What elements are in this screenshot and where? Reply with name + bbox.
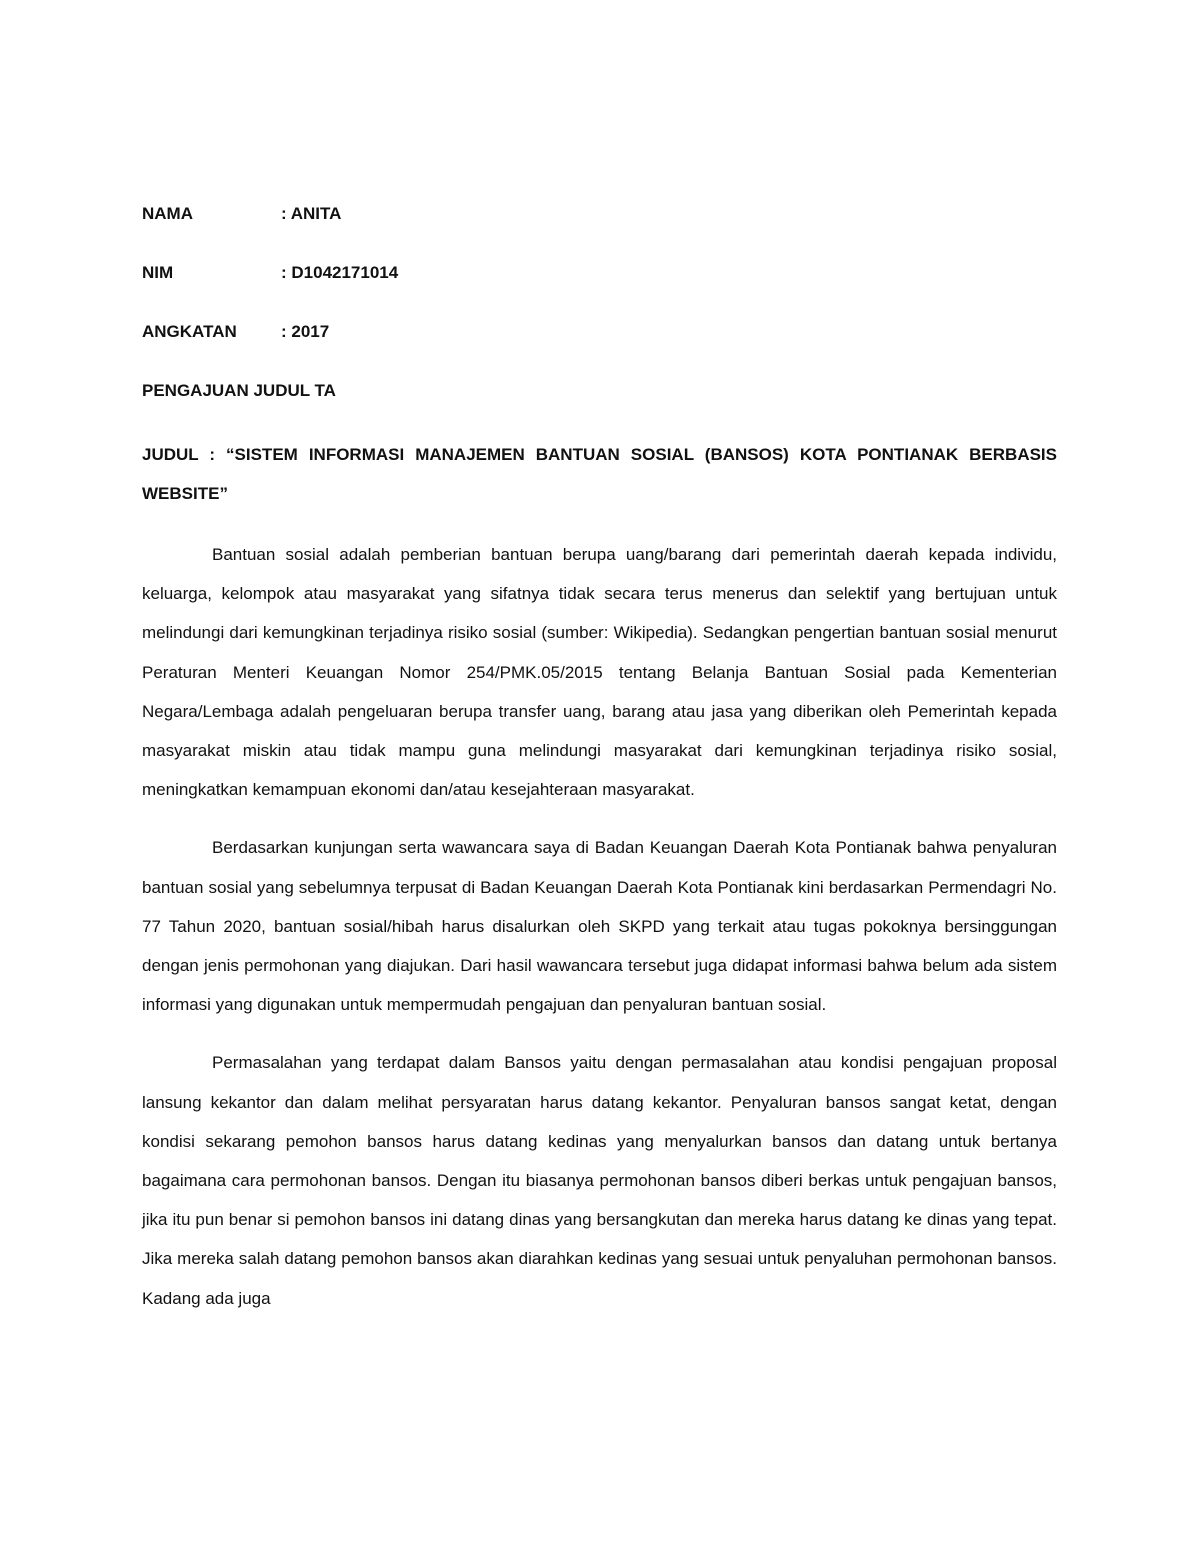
field-value: : ANITA (281, 204, 342, 223)
field-label: ANGKATAN (142, 322, 237, 341)
field-label: NAMA (142, 204, 193, 223)
section-heading: PENGAJUAN JUDUL TA (142, 381, 336, 400)
body-paragraphs (142, 535, 1057, 1318)
title-prefix: JUDUL : (142, 445, 227, 464)
document-content (142, 199, 1057, 1318)
field-angkatan (142, 317, 1057, 376)
paragraph: Bantuan sosial adalah pemberian bantuan berupa uang/barang dari pemerintah daerah kepada individu, keluarga, kelompok atau masyarakat yang sifatnya tidak secara terus menerus dan selektif yang bertujuan untuk melindungi dari kemungkinan terjadinya risiko sosial (sumber: Wikipedia). Sedangkan pengertian bantuan sosial menurut Peraturan Menteri Keuangan Nomor 254/PMK.05/2015 tentang Belanja Bantuan Sosial pada Kementerian Negara/Lembaga adalah pengeluaran berupa transfer uang, barang atau jasa yang diberikan oleh Pemerintah kepada masyarakat miskin atau tidak mampu guna melindungi masyarakat dari kemungkinan terjadinya risiko sosial, meningkatkan kemampuan ekonomi dan/atau kesejahteraan masyarakat. (142, 545, 1057, 800)
paragraph: Berdasarkan kunjungan serta wawancara saya di Badan Keuangan Daerah Kota Pontianak bahwa penyaluran bantuan sosial yang sebelumnya terpusat di Badan Keuangan Daerah Kota Pontianak kini berdasarkan Permendagri No. 77 Tahun 2020, bantuan sosial/hibah harus disalurkan oleh SKPD yang terkait atau tugas pokoknya bersinggungan dengan jenis permohonan yang diajukan. Dari hasil wawancara tersebut juga didapat informasi bahwa belum ada sistem informasi yang digunakan untuk mempermudah pengajuan dan penyaluran bantuan sosial. (142, 838, 1057, 1015)
field-nama (142, 199, 1057, 258)
field-label: NIM (142, 263, 174, 282)
title-text: “SISTEM INFORMASI MANAJEMEN BANTUAN SOSIAL (BANSOS) KOTA PONTIANAK BERBASIS WEBSITE” (142, 445, 1057, 503)
paragraph: Permasalahan yang terdapat dalam Bansos yaitu dengan permasalahan atau kondisi pengajuan proposal lansung kekantor dan dalam melihat persyaratan harus datang kekantor. Penyaluran bansos sangat ketat, dengan kondisi sekarang pemohon bansos harus datang kedinas yang menyalurkan bansos dan datang untuk bertanya bagaimana cara permohonan bansos. Dengan itu biasanya permohonan bansos diberi berkas untuk pengajuan bansos, jika itu pun benar si pemohon bansos ini datang dinas yang bersangkutan dan mereka harus datang ke dinas yang tepat. Jika mereka salah datang pemohon bansos akan diarahkan kedinas yang sesuai untuk penyaluhan permohonan bansos. Kadang ada juga (142, 1053, 1057, 1308)
document-title (142, 435, 1057, 513)
field-nim (142, 258, 1057, 317)
field-value: : 2017 (281, 322, 330, 341)
field-value: : D1042171014 (281, 263, 399, 282)
